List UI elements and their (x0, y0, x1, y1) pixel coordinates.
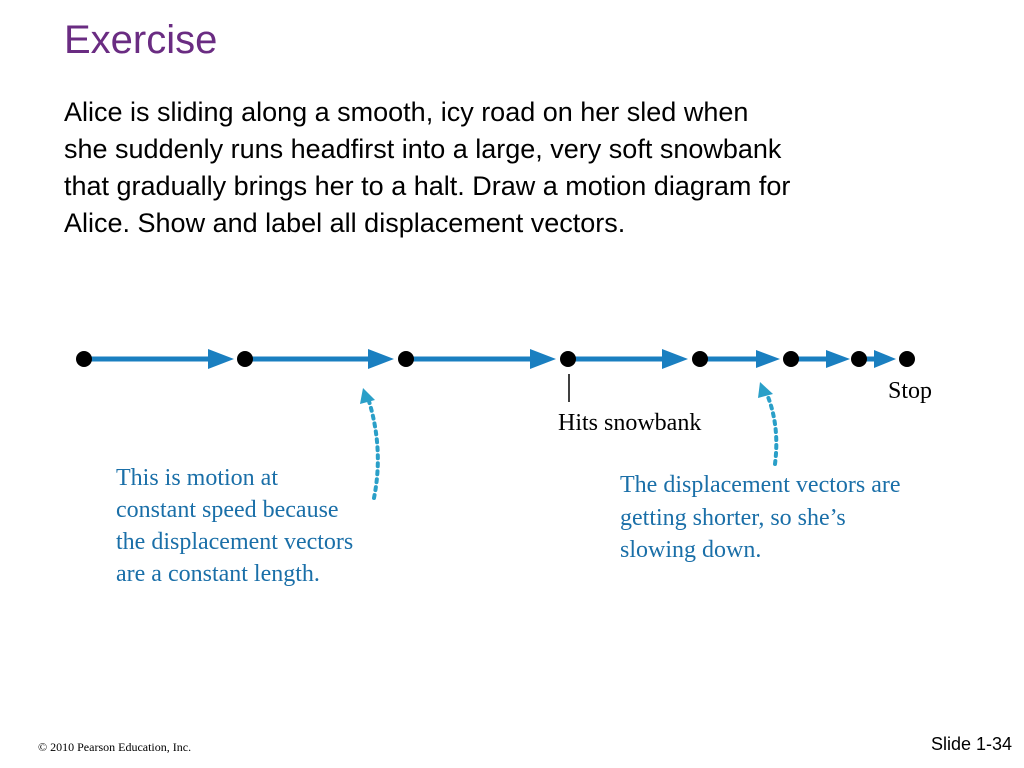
hits-snowbank-label: Hits snowbank (558, 410, 702, 436)
position-dot (76, 351, 92, 367)
vector-1-head (208, 349, 234, 369)
dotted-arrow-right (758, 382, 776, 464)
stop-label: Stop (888, 378, 933, 404)
position-dot (237, 351, 253, 367)
position-dot (692, 351, 708, 367)
note-line: slowing down. (620, 537, 762, 563)
note-line: the displacement vectors (116, 529, 354, 555)
position-dot (783, 351, 799, 367)
position-dot (398, 351, 414, 367)
exercise-text-line: that gradually brings her to a halt. Draw a motion diagram for (64, 171, 791, 201)
vector-4-head (662, 349, 688, 369)
copyright-notice: © 2010 Pearson Education, Inc. (38, 740, 192, 754)
note-line: The displacement vectors are (620, 472, 901, 498)
note-line: This is motion at (116, 465, 278, 491)
constant-speed-note (116, 465, 359, 587)
slide-number: Slide 1-34 (930, 734, 1012, 754)
dotted-arrow-left (360, 388, 378, 498)
position-dot (560, 351, 576, 367)
vector-7-head (874, 350, 896, 368)
note-line: are a constant length. (116, 561, 320, 587)
exercise-text-line: Alice. Show and label all displacement vectors. (64, 208, 626, 238)
slowing-down-note (620, 472, 907, 563)
displacement-vectors (84, 349, 896, 369)
position-dot (899, 351, 915, 367)
position-dot (851, 351, 867, 367)
note-line: constant speed because (116, 497, 339, 523)
note-line: getting shorter, so she’s (620, 505, 846, 531)
vector-6-head (826, 350, 850, 368)
vector-3-head (530, 349, 556, 369)
vector-5-head (756, 350, 780, 368)
exercise-text-line: Alice is sliding along a smooth, icy road on her sled when (64, 97, 749, 127)
exercise-text-line: she suddenly runs headfirst into a large, very soft snowbank (64, 134, 782, 164)
vector-2-head (368, 349, 394, 369)
slide-title: Exercise (64, 18, 218, 62)
